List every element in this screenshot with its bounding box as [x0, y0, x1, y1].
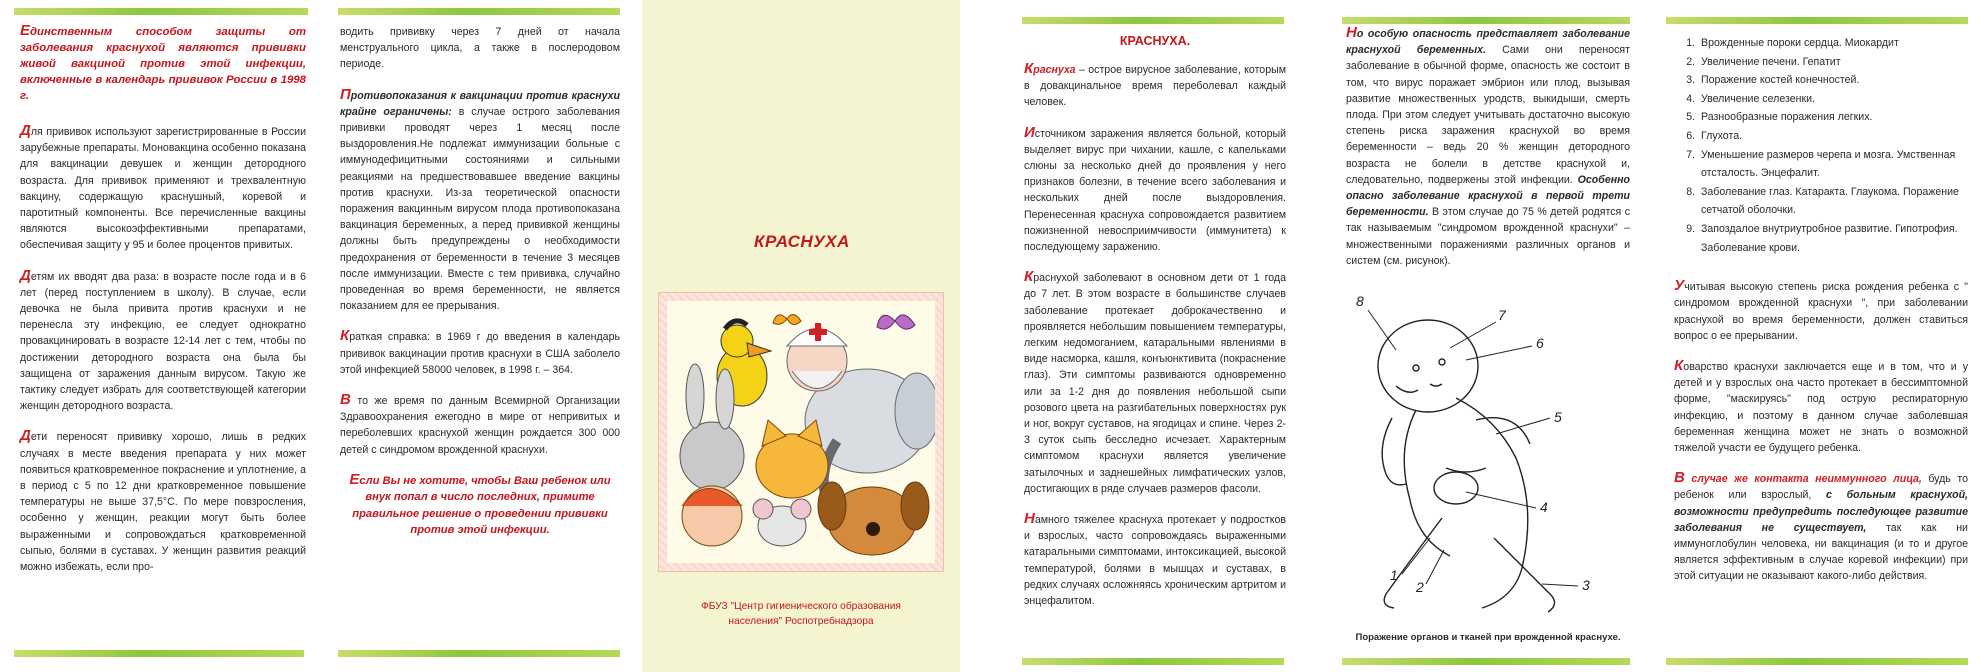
defect-item: 3. Поражение костей конечностей.	[1698, 71, 1968, 90]
bottom-bar-panel4	[1022, 658, 1284, 665]
section-heading: КРАСНУХА.	[1119, 34, 1191, 48]
figure-label-4: 4	[1540, 499, 1548, 515]
panel-2	[340, 24, 620, 539]
defect-item: 5. Разнообразные поражения легких.	[1698, 108, 1968, 127]
paragraph-definition: Краснуха – острое вирусное заболевание, которым в довакцинальное время переболевал каждый человек.	[1024, 60, 1286, 109]
defects-list	[1674, 34, 1968, 257]
paragraph-contact: В случае же контакта неиммунного лица, будь то ребенок или взрослый, с больным краснухой, возможности предупредить последующее развитие заболевания не существует, так как ни иммуноглобулин человека, ни вакцинация (и то и другое является эффективным в случае коревой инфекции) при этой ситуации не оказывают какого-либо действия.	[1674, 469, 1968, 583]
defect-item: 7. Уменьшение размеров черепа и мозга. Умственная отсталость. Энцефалит.	[1698, 146, 1968, 183]
top-bar-panel2	[338, 8, 620, 15]
figure-caption: Поражение органов и тканей при врожденной краснухе.	[1355, 632, 1621, 643]
paragraph-adults: Намного тяжелее краснуха протекает у подростков и взрослых, часто сопровождаясь выраженными катаральными симптомами, интоксикацией, высокой температурой, болями в мышцах и суставах, в редких случаях осложняясь хроническим артритом и энцефалитом.	[1024, 510, 1286, 608]
paragraph-appeal: Если Вы не хотите, чтобы Ваш ребенок или внук попал в число последних, примите правильное решение о проведении прививки против этой инфекции.	[349, 470, 611, 537]
paragraph-termination: Учитывая высокую степень риска рождения ребенка с " синдромом врожденной краснухи ", при заболевании краснухой во время беременности, должен ставиться вопрос о ее прерывании.	[1674, 277, 1968, 342]
bottom-bar-panel6	[1666, 658, 1968, 665]
paragraph-reactions: Дети переносят прививку хорошо, лишь в редких случаях в месте введения препарата у них может появиться кратковременное покраснение и уплотнение, а в период с 5 по 12 дни кратковременное повышение температуры не выше 37,5°С. По мере повзросления, особенно у женщин, реакции могут быть более выраженными и сопровождаться кратковременной сыпью, болями в суставах. У женщин развития реакций можно избежать, если про-	[20, 427, 306, 574]
top-bar-panel4	[1022, 17, 1284, 24]
cover-title: КРАСНУХА	[754, 232, 850, 251]
defect-item: 1. Врожденные пороки сердца. Миокардит	[1698, 34, 1968, 53]
defect-item: 4. Увеличение селезенки.	[1698, 90, 1968, 109]
cover-panel	[642, 0, 960, 672]
paragraph-continuation: водить прививку через 7 дней от начала менструального цикла, а также в послеродовом периоде.	[340, 26, 620, 71]
bottom-bar-panel5	[1342, 658, 1630, 665]
top-bar-panel6	[1666, 17, 1968, 24]
bottom-bar-panel2	[338, 650, 620, 657]
figure-label-3: 3	[1582, 577, 1590, 593]
panel-5	[1346, 26, 1630, 269]
defect-item: 9. Запоздалое внутриутробное развитие. Гипотрофия. Заболевание крови.	[1698, 220, 1968, 257]
panel-6	[1674, 34, 1968, 585]
paragraph-insidious: Коварство краснухи заключается еще и в том, что и у детей и у взрослых она часто протекает в бессимптомной форме, "маскируясь" под острую респираторную инфекцию, и поэтому в данном случае заболевшая беременная женщина может не знать о возможной тяжелой участи ее будущего ребенка.	[1674, 356, 1968, 454]
cover-illustration	[658, 292, 944, 572]
paragraph-vaccines: Для прививок используют зарегистрированные в России зарубежные препараты. Моновакцина особенно показана для вакцинации девушек и женщин детородного возраста. Для прививок применяют и трехвалентную вакцину, содержащую краснушный, коревой и паротитный компоненты. Все перечисленные вакцины являются высокоэффективными препаратами, обеспечивая защиту у 95 и более процентов привитых.	[20, 122, 306, 252]
publisher: ФБУЗ "Центр гигиенического образования населения" Роспотребнадзора	[701, 601, 901, 627]
figure-label-1: 1	[1390, 567, 1398, 583]
paragraph-who: В то же время по данным Всемирной Организации Здравоохранения ежегодно в мире от непривитых и переболевших краснухой женщин рождается 300 000 детей с синдромом врожденной краснухи.	[340, 391, 620, 456]
baby-diagram-icon	[1346, 288, 1630, 638]
figure-label-2: 2	[1416, 579, 1424, 595]
figure-label-5: 5	[1554, 409, 1562, 425]
top-bar-panel1	[14, 8, 308, 15]
panel-1	[20, 24, 306, 575]
paragraph-source: Источником заражения является больной, который выделяет вирус при чихании, кашле, с капельками слюны за несколько дней до проявления у него признаков болезни, в течение всего заболевания и нескольких дней после выздоровления. Перенесенная краснуха сопровождается развитием пожизненной невосприимчивости (иммунитета) к последующему заражению.	[1024, 123, 1286, 254]
figure-label-7: 7	[1498, 307, 1506, 323]
bottom-bar-panel1	[14, 650, 304, 657]
paragraph-children-disease: Краснухой заболевают в основном дети от 1 года до 7 лет. В этом возрасте в большинстве случаев заболевание протекает доброкачественно и проявляется небольшим повышением температуры, легким недомоганием, катаральными явлениями в виде насморка, кашля, конъюнктивита (покраснение глаз). Эти симптомы развиваются одновременно или за 1-2 дня до появления небольшой сыпи розового цвета на разгибательных поверхностях рук и ног, вокруг суставов, на ягодицах и спине. Через 2-3 суток сыпь бесследно исчезает. Характерным симптомом краснухи является увеличение затылочных и заднешейных лимфатических узлов, достигающих в ряде случаев размеров фасоли.	[1024, 268, 1286, 495]
figure-label-6: 6	[1536, 335, 1544, 351]
figure-baby	[1346, 288, 1630, 648]
defect-item: 6. Глухота.	[1698, 127, 1968, 146]
figure-label-8: 8	[1356, 293, 1364, 309]
top-bar-panel5	[1342, 17, 1630, 24]
cartoon-characters-icon	[667, 301, 935, 563]
intro-paragraph: Единственным способом защиты от заболевания краснухой являются прививки живой вакциной против этой инфекции, включенные в календарь прививок России в 1998 г.	[20, 22, 306, 102]
paragraph-pregnancy: Но особую опасность представляет заболевание краснухой беременных. Сами они переносят заболевание в обычной форме, опасность же состоит в том, что вирус поражает эмбрион или плод, вызывая развитие множественных уродств, выкидыши, смерть плода. При этом следует учитывать достаточно высокую степень риска заражения краснухой во время беременности – ведь 20 % женщин детородного возраста не болели в детстве краснухой и, следовательно, подвержены этой инфекции. Особенно опасно заболевание краснухой в первой трети беременности. В этом случае до 75 % детей родятся с так называемым "синдромом врожденной краснухи" – множественными поражениями различных органов и систем (см. рисунок).	[1346, 24, 1630, 267]
paragraph-usa-fact: Краткая справка: в 1969 г до введения в календарь прививок вакцинации против краснухи в США заболело этой инфекцией 58000 человек, в 1998 г. – 364.	[340, 327, 620, 376]
defect-item: 2. Увеличение печени. Гепатит	[1698, 53, 1968, 72]
paragraph-children: Детям их вводят два раза: в возрасте после года и в 6 лет (перед поступлением в школу). В случае, если девочка не была привита против краснухи и не перенесла эту инфекцию, ее следует однократно провакцинировать в возрасте 12-14 лет с тем, чтобы по достижении детородного возраста она была бы защищена от заражения данным вирусом. Такую же тактику следует избрать для соответствующей категории женщин детородного возраста.	[20, 266, 306, 413]
panel-4	[1024, 34, 1286, 609]
paragraph-contraindications: Противопоказания к вакцинации против краснухи крайне ограничены: в случае острого заболевания прививки проводят через 1 месяц после выздоровления.Не подлежат иммунизации больные с иммунодефицитными состояниями и сильными реакциями на предшествовавшее введение вакцины против краснухи. Из-за теоретической опасности поражения вакцинным вирусом плода противопоказана вакцинация беременных, а перед прививкой женщины должны быть предупреждены о необходимости предохранения от беременности в течение 3 месяцев после иммунизации. Вместе с тем прививка, случайно проведенная во время беременности, не является показанием для ее прерывания.	[340, 85, 620, 313]
cartoon-characters-image	[667, 301, 935, 563]
defect-item: 8. Заболевание глаз. Катаракта. Глаукома. Поражение сетчатой оболочки.	[1698, 183, 1968, 220]
